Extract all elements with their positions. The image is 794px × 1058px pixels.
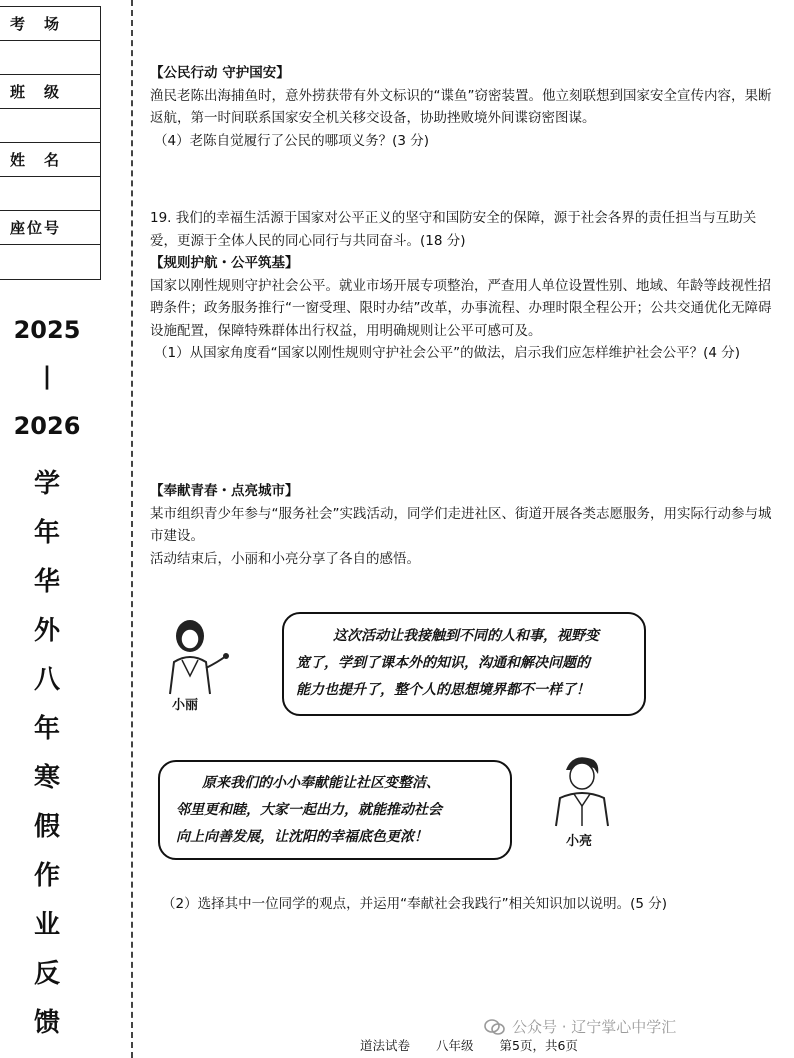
vertical-title-char: 年 <box>33 518 60 548</box>
vertical-title-char: 八 <box>33 665 60 695</box>
youth-section-title: 【奉献青春・点亮城市】 <box>150 483 299 499</box>
xiaoliang-quote-line: 邻里更和睦，大家一起出力，就能推动社会 <box>176 802 442 818</box>
footer-page-number: 第5页，共6页 <box>499 1038 578 1053</box>
rule-section-title: 【规则护航・公平筑基】 <box>150 255 299 271</box>
question-19-intro: 19. 我们的幸福生活源于国家对公平正义的坚守和国防安全的保障，源于社会各界的责任担当与互助关爱，更源于全体人民的同心同行与共同奋斗。(18 分) <box>150 210 757 249</box>
watermark-text: 公众号 · 辽宁掌心中学汇 <box>512 1018 677 1036</box>
xiaoli-name: 小丽 <box>172 698 199 713</box>
vertical-title-char: 反 <box>33 959 60 989</box>
question-4: （4）老陈自觉履行了公民的哪项义务？(3 分) <box>154 132 430 149</box>
youth-section <box>150 480 780 570</box>
vertical-title <box>0 460 94 1048</box>
class-label: 班 级 <box>0 75 100 109</box>
xiaoli-quote-line: 宽了，学到了课本外的知识，沟通和解决问题的 <box>296 655 590 671</box>
exam-room-label: 考 场 <box>0 7 100 41</box>
footer-grade: 八年级 <box>436 1038 474 1053</box>
xiaoliang-speech-bubble <box>158 760 512 860</box>
youth-section-body: 某市组织青少年参与“服务社会”实践活动，同学们走进社区、街道开展各类志愿服务，用实际行动参与城市建设。 <box>150 505 772 544</box>
year-start: 2025 <box>13 316 81 344</box>
xiaoli-quote-line: 这次活动让我接触到不同的人和事，视野变 <box>333 628 599 644</box>
xiaoliang-name: 小亮 <box>566 834 593 849</box>
year-separator: | <box>42 362 52 390</box>
vertical-title-char: 馈 <box>33 1008 60 1038</box>
question-19-2: （2）选择其中一位同学的观点，并运用“奉献社会我践行”相关知识加以说明。(5 分) <box>162 896 667 912</box>
vertical-title-char: 外 <box>33 616 60 646</box>
page-footer <box>360 1036 600 1054</box>
student-info-table <box>0 6 101 280</box>
youth-section-body-2: 活动结束后，小丽和小亮分享了各自的感悟。 <box>150 550 420 567</box>
vertical-title-char: 学 <box>33 469 60 499</box>
vertical-title-char: 作 <box>33 861 60 891</box>
question-19 <box>150 207 780 365</box>
wechat-icon <box>484 1018 506 1036</box>
seat-number-label: 座位号 <box>0 211 100 245</box>
vertical-title-char: 华 <box>33 567 60 597</box>
civic-section <box>150 62 780 152</box>
vertical-title-char: 寒 <box>33 763 60 793</box>
civic-section-title: 【公民行动 守护国安】 <box>150 65 290 81</box>
vertical-title-char: 假 <box>33 812 60 842</box>
year-end: 2026 <box>13 412 81 440</box>
name-label: 姓 名 <box>0 143 100 177</box>
name-field[interactable] <box>0 177 100 211</box>
exam-room-field[interactable] <box>0 41 100 75</box>
xiaoliang-avatar <box>548 752 618 828</box>
xiaoli-speech-bubble <box>282 612 646 716</box>
binding-cut-line <box>131 0 133 1058</box>
class-field[interactable] <box>0 109 100 143</box>
vertical-title-char: 年 <box>33 714 60 744</box>
xiaoli-quote-line: 能力也提升了，整个人的思想境界都不一样了！ <box>296 682 590 698</box>
civic-section-body: 渔民老陈出海捕鱼时，意外捞获带有外文标识的“谍鱼”窃密装置。他立刻联想到国家安全宣传内容，果断返航，第一时间联系国家安全机关移交设备，协助挫败境外间谍窃密图谋。 <box>150 87 772 126</box>
question-19-1: （1）从国家角度看“国家以刚性规则守护社会公平”的做法，启示我们应怎样维护社会公平？(4 分) <box>154 345 740 361</box>
xiaoliang-quote-line: 向上向善发展，让沈阳的幸福底色更浓！ <box>176 829 428 845</box>
xiaoli-avatar <box>160 616 234 696</box>
watermark <box>484 1016 676 1037</box>
footer-subject: 道法试卷 <box>360 1038 411 1053</box>
seat-number-field[interactable] <box>0 245 100 279</box>
vertical-title-char: 业 <box>33 910 60 940</box>
rule-section-body: 国家以刚性规则守护社会公平。就业市场开展专项整治，严查用人单位设置性别、地域、年龄等歧视性招聘条件；政务服务推行“一窗受理、限时办结”改革，办事流程、办理时限全程公开；公共交通优化无障碍设施配置，保障特殊群体出行权益，用明确规则让公平可感可及。 <box>150 277 772 339</box>
xiaoliang-quote-line: 原来我们的小小奉献能让社区变整洁、 <box>202 775 440 791</box>
